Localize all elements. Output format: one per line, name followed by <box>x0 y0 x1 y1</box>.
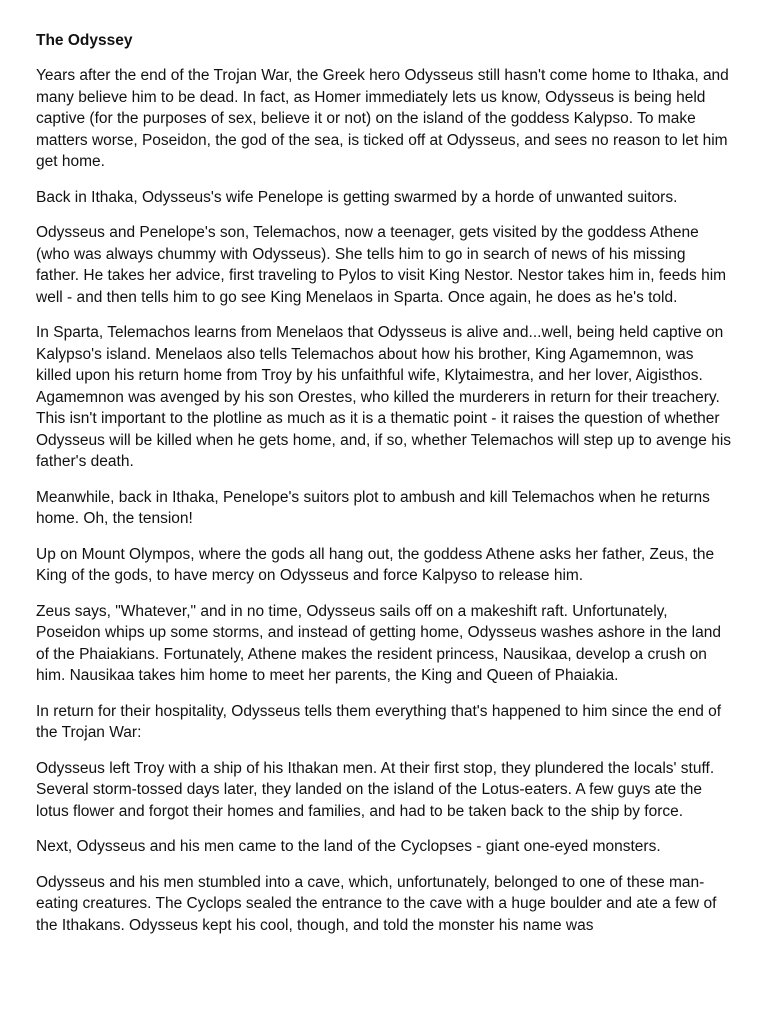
paragraph-8: In return for their hospitality, Odysseus tells them everything that's happened to him since the end of the Trojan War: <box>36 702 722 741</box>
paragraph-5: Meanwhile, back in Ithaka, Penelope's suitors plot to ambush and kill Telemachos when he returns home. Oh, the tension! <box>36 488 710 527</box>
paragraph-6: Up on Mount Olympos, where the gods all hang out, the goddess Athene asks her father, Zeus, the King of the gods, to have mercy on Odysseus and force Kalpyso to release him. <box>36 545 715 584</box>
paragraph-2: Back in Ithaka, Odysseus's wife Penelope is getting swarmed by a horde of unwanted suitors. <box>36 188 678 206</box>
paragraph-3: Odysseus and Penelope's son, Telemachos, now a teenager, gets visited by the goddess Athene (who was always chummy with Odysseus). She tells him to go in search of news of his missing father. He takes her advice, first traveling to Pylos to visit King Nestor. Nestor takes him in, feeds him well - and then tells him to go see King Menelaos in Sparta. Once again, he does as he's told. <box>36 224 727 306</box>
paragraph-11: Odysseus and his men stumbled into a cave, which, unfortunately, belonged to one of these man-eating creatures. The Cyclops sealed the entrance to the cave with a huge boulder and ate a few of the Ithakans. Odysseus kept his cool, though, and told the monster his name was <box>36 873 717 934</box>
paragraph-7: Zeus says, "Whatever," and in no time, Odysseus sails off on a makeshift raft. Unfortunately, Poseidon whips up some storms, and instead of getting home, Odysseus washes ashore in the land of the Phaiakians. Fortunately, Athene makes the resident princess, Nausikaa, develop a crush on him. Nausikaa takes him home to meet her parents, the King and Queen of Phaiakia. <box>36 602 721 684</box>
paragraph-9: Odysseus left Troy with a ship of his Ithakan men. At their first stop, they plundered the locals' stuff. Several storm-tossed days later, they landed on the island of the Lotus-eaters. A few guys ate the lotus flower and forgot their homes and families, and had to be taken back to the ship by force. <box>36 759 715 820</box>
paragraph-1: Years after the end of the Trojan War, the Greek hero Odysseus still hasn't come home to Ithaka, and many believe him to be dead. In fact, as Homer immediately lets us know, Odysseus is being held captive (for the purposes of sex, believe it or not) on the island of the goddess Kalypso. To make matters worse, Poseidon, the god of the sea, is ticked off at Odysseus, and sees no reason to let him get home. <box>36 67 729 170</box>
paragraph-4: In Sparta, Telemachos learns from Menelaos that Odysseus is alive and...well, being held captive on Kalypso's island. Menelaos also tells Telemachos about how his brother, King Agamemnon, was killed upon his return home from Troy by his unfaithful wife, Klytaimestra, and her lover, Aigisthos. Agamemnon was avenged by his son Orestes, who killed the murderers in return for their treachery. This isn't important to the plotline as much as it is a thematic point - it raises the question of whether Odysseus will be killed when he gets home, and, if so, whether Telemachos will step up to avenge his father's death. <box>36 324 732 470</box>
paragraph-10: Next, Odysseus and his men came to the land of the Cyclopses - giant one-eyed monsters. <box>36 838 661 855</box>
document-title: The Odyssey <box>36 32 133 49</box>
